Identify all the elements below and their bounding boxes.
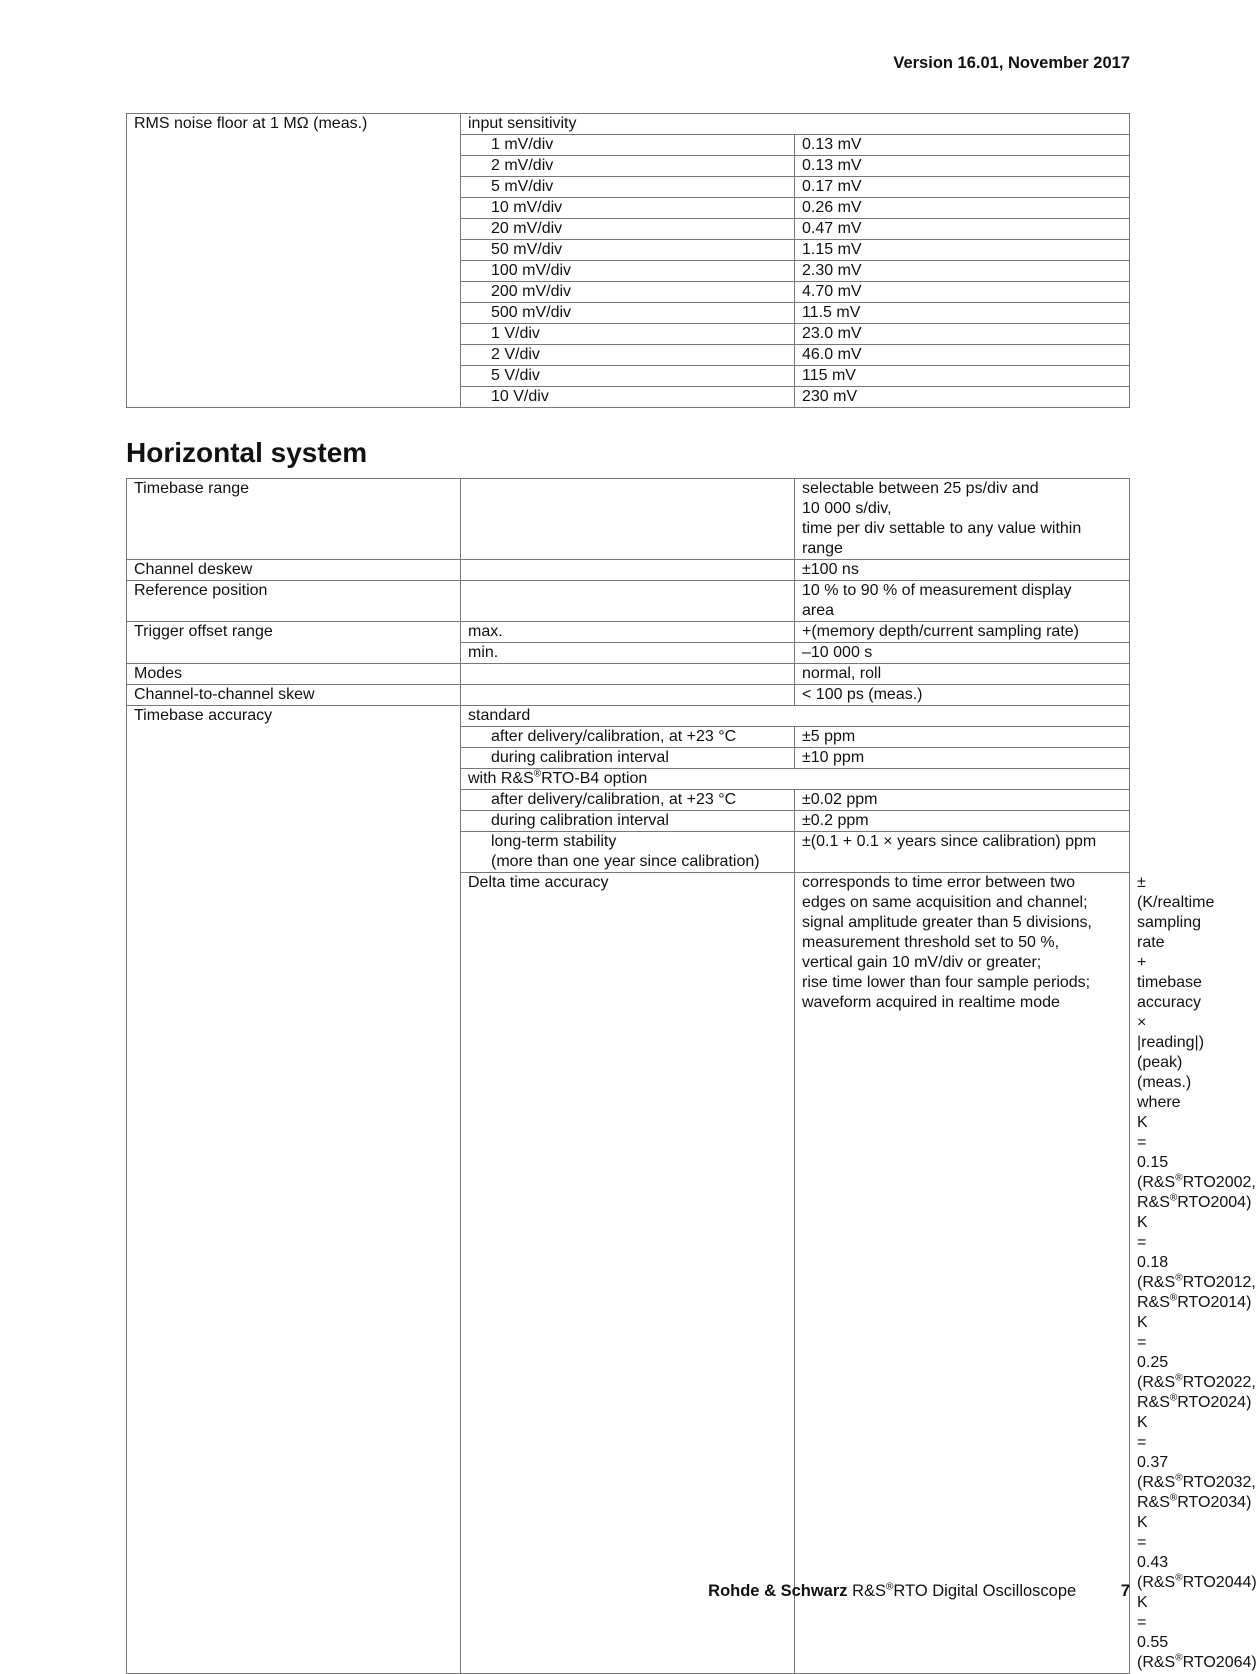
table-row xyxy=(127,664,1130,685)
noise-value: 23.0 mV xyxy=(795,324,1130,345)
text-line: long-term stability xyxy=(491,833,617,850)
delta-time-label: Delta time accuracy xyxy=(461,873,795,1674)
reference-position-label: Reference position xyxy=(127,581,461,622)
timebase-accuracy-label: Timebase accuracy xyxy=(127,706,461,1674)
text-line: range xyxy=(802,540,843,557)
opt-long-label xyxy=(461,832,795,873)
text-line: RTO2004) xyxy=(1177,1194,1252,1211)
rms-noise-table xyxy=(126,113,1130,408)
table-row xyxy=(127,581,1130,622)
text-line: RTO2022, R&S xyxy=(1137,1374,1256,1411)
text-line: where xyxy=(1137,1094,1181,1111)
text-line: RTO2002, R&S xyxy=(1137,1174,1256,1211)
trigger-offset-max-value: +(memory depth/current sampling rate) xyxy=(795,622,1130,643)
text-line: RTO2064) xyxy=(1182,1654,1257,1671)
modes-label: Modes xyxy=(127,664,461,685)
text-line: (more than one year since calibration) xyxy=(491,853,760,870)
page-footer xyxy=(708,1582,1130,1601)
noise-sensitivity: 5 V/div xyxy=(461,366,795,387)
text-line: RTO2032, R&S xyxy=(1137,1474,1256,1511)
registered-mark: ® xyxy=(1169,1492,1178,1504)
text-line: selectable between 25 ps/div and xyxy=(802,480,1039,497)
table-row xyxy=(127,479,1130,560)
noise-sensitivity: 1 V/div xyxy=(461,324,795,345)
channel-deskew-value: ±100 ns xyxy=(795,560,1130,581)
noise-sensitivity: 10 mV/div xyxy=(461,198,795,219)
text-line: K = 0.25 (R&S xyxy=(1137,1314,1176,1391)
option-header xyxy=(461,769,1130,790)
table-row xyxy=(127,114,1130,135)
noise-subheader: input sensitivity xyxy=(461,114,1130,135)
noise-sensitivity: 200 mV/div xyxy=(461,282,795,303)
noise-sensitivity: 10 V/div xyxy=(461,387,795,408)
noise-value: 0.13 mV xyxy=(795,156,1130,177)
registered-mark: ® xyxy=(1175,1372,1183,1384)
noise-sensitivity: 2 mV/div xyxy=(461,156,795,177)
noise-value: 2.30 mV xyxy=(795,261,1130,282)
channel-deskew-label: Channel deskew xyxy=(127,560,461,581)
noise-value: 0.13 mV xyxy=(795,135,1130,156)
text-line: RTO2024) xyxy=(1177,1394,1252,1411)
registered-mark: ® xyxy=(1175,1172,1183,1184)
text-line: ±(K/realtime sampling rate + xyxy=(1137,874,1215,971)
opt-after-value: ±0.02 ppm xyxy=(795,790,1130,811)
text-line: waveform acquired in realtime mode xyxy=(802,994,1060,1011)
text-line: (meas.) xyxy=(1137,1074,1192,1091)
text-line: K = 0.55 (R&S xyxy=(1137,1594,1176,1671)
registered-mark: ® xyxy=(533,768,542,780)
std-during-label: during calibration interval xyxy=(461,748,795,769)
timebase-standard-header: standard xyxy=(461,706,1130,727)
footer-product xyxy=(852,1582,1076,1600)
noise-sensitivity: 500 mV/div xyxy=(461,303,795,324)
table-row xyxy=(127,560,1130,581)
opt-during-value: ±0.2 ppm xyxy=(795,811,1130,832)
noise-value: 0.47 mV xyxy=(795,219,1130,240)
registered-mark: ® xyxy=(1175,1572,1183,1584)
noise-sensitivity: 5 mV/div xyxy=(461,177,795,198)
trigger-offset-min-value: –10 000 s xyxy=(795,643,1130,664)
noise-value: 0.26 mV xyxy=(795,198,1130,219)
text-line: time per div settable to any value within xyxy=(802,520,1082,537)
trigger-offset-max-label: max. xyxy=(461,622,795,643)
skew-label: Channel-to-channel skew xyxy=(127,685,461,706)
table-row xyxy=(127,685,1130,706)
horizontal-system-table xyxy=(126,478,1257,1674)
text-line: RTO2034) xyxy=(1177,1494,1252,1511)
page-number: 7 xyxy=(1120,1582,1130,1600)
timebase-range-label: Timebase range xyxy=(127,479,461,560)
text-line: RTO Digital Oscilloscope xyxy=(893,1582,1077,1600)
text-line: 10 % to 90 % of measurement display xyxy=(802,582,1072,599)
text-line: RTO2044) xyxy=(1182,1574,1257,1591)
text-line: signal amplitude greater than 5 divisions, xyxy=(802,914,1092,931)
text-line: RTO2014) xyxy=(1177,1294,1252,1311)
text-line: vertical gain 10 mV/div or greater; xyxy=(802,954,1042,971)
text-line: measurement threshold set to 50 %, xyxy=(802,934,1060,951)
registered-mark: ® xyxy=(1169,1292,1178,1304)
noise-sensitivity: 50 mV/div xyxy=(461,240,795,261)
noise-value: 46.0 mV xyxy=(795,345,1130,366)
timebase-range-value xyxy=(795,479,1130,560)
registered-mark: ® xyxy=(886,1581,894,1593)
noise-value: 0.17 mV xyxy=(795,177,1130,198)
text-line: K = 0.37 (R&S xyxy=(1137,1414,1176,1491)
opt-during-label: during calibration interval xyxy=(461,811,795,832)
table-row xyxy=(127,622,1130,643)
opt-long-value: ±(0.1 + 0.1 × years since calibration) ppm xyxy=(795,832,1130,873)
text-line: area xyxy=(802,602,835,619)
opt-after-label: after delivery/calibration, at +23 °C xyxy=(461,790,795,811)
text-line: with R&S xyxy=(468,770,534,787)
delta-time-conditions xyxy=(795,873,1130,1674)
text-line: K = 0.15 (R&S xyxy=(1137,1114,1176,1191)
registered-mark: ® xyxy=(1169,1392,1178,1404)
registered-mark: ® xyxy=(1175,1652,1183,1664)
skew-value: < 100 ps (meas.) xyxy=(795,685,1130,706)
version-header: Version 16.01, November 2017 xyxy=(893,54,1130,72)
noise-sensitivity: 20 mV/div xyxy=(461,219,795,240)
modes-value: normal, roll xyxy=(795,664,1130,685)
noise-value: 115 mV xyxy=(795,366,1130,387)
std-after-value: ±5 ppm xyxy=(795,727,1130,748)
trigger-offset-label: Trigger offset range xyxy=(127,622,461,664)
noise-label: RMS noise floor at 1 MΩ (meas.) xyxy=(127,114,461,408)
noise-sensitivity: 100 mV/div xyxy=(461,261,795,282)
reference-position-value xyxy=(795,581,1130,622)
text-line: rise time lower than four sample periods; xyxy=(802,974,1091,991)
std-after-label: after delivery/calibration, at +23 °C xyxy=(461,727,795,748)
noise-sensitivity: 2 V/div xyxy=(461,345,795,366)
text-line: R&S xyxy=(852,1582,887,1600)
text-line: edges on same acquisition and channel; xyxy=(802,894,1088,911)
text-line: 10 000 s/div, xyxy=(802,500,892,517)
noise-sensitivity: 1 mV/div xyxy=(461,135,795,156)
registered-mark: ® xyxy=(1175,1272,1183,1284)
text-line: RTO2012, R&S xyxy=(1137,1274,1256,1311)
table-row xyxy=(127,706,1130,727)
text-line: timebase accuracy × |reading|) (peak) xyxy=(1137,974,1205,1071)
noise-value: 230 mV xyxy=(795,387,1130,408)
trigger-offset-min-label: min. xyxy=(461,643,795,664)
std-during-value: ±10 ppm xyxy=(795,748,1130,769)
section-title: Horizontal system xyxy=(126,437,368,468)
registered-mark: ® xyxy=(1175,1472,1183,1484)
text-line: RTO-B4 option xyxy=(541,770,648,787)
noise-value: 4.70 mV xyxy=(795,282,1130,303)
registered-mark: ® xyxy=(1169,1192,1178,1204)
text-line: K = 0.18 (R&S xyxy=(1137,1214,1176,1291)
noise-value: 1.15 mV xyxy=(795,240,1130,261)
text-line: corresponds to time error between two xyxy=(802,874,1076,891)
text-line: K = 0.43 (R&S xyxy=(1137,1514,1176,1591)
noise-value: 11.5 mV xyxy=(795,303,1130,324)
footer-company: Rohde & Schwarz xyxy=(708,1582,848,1600)
